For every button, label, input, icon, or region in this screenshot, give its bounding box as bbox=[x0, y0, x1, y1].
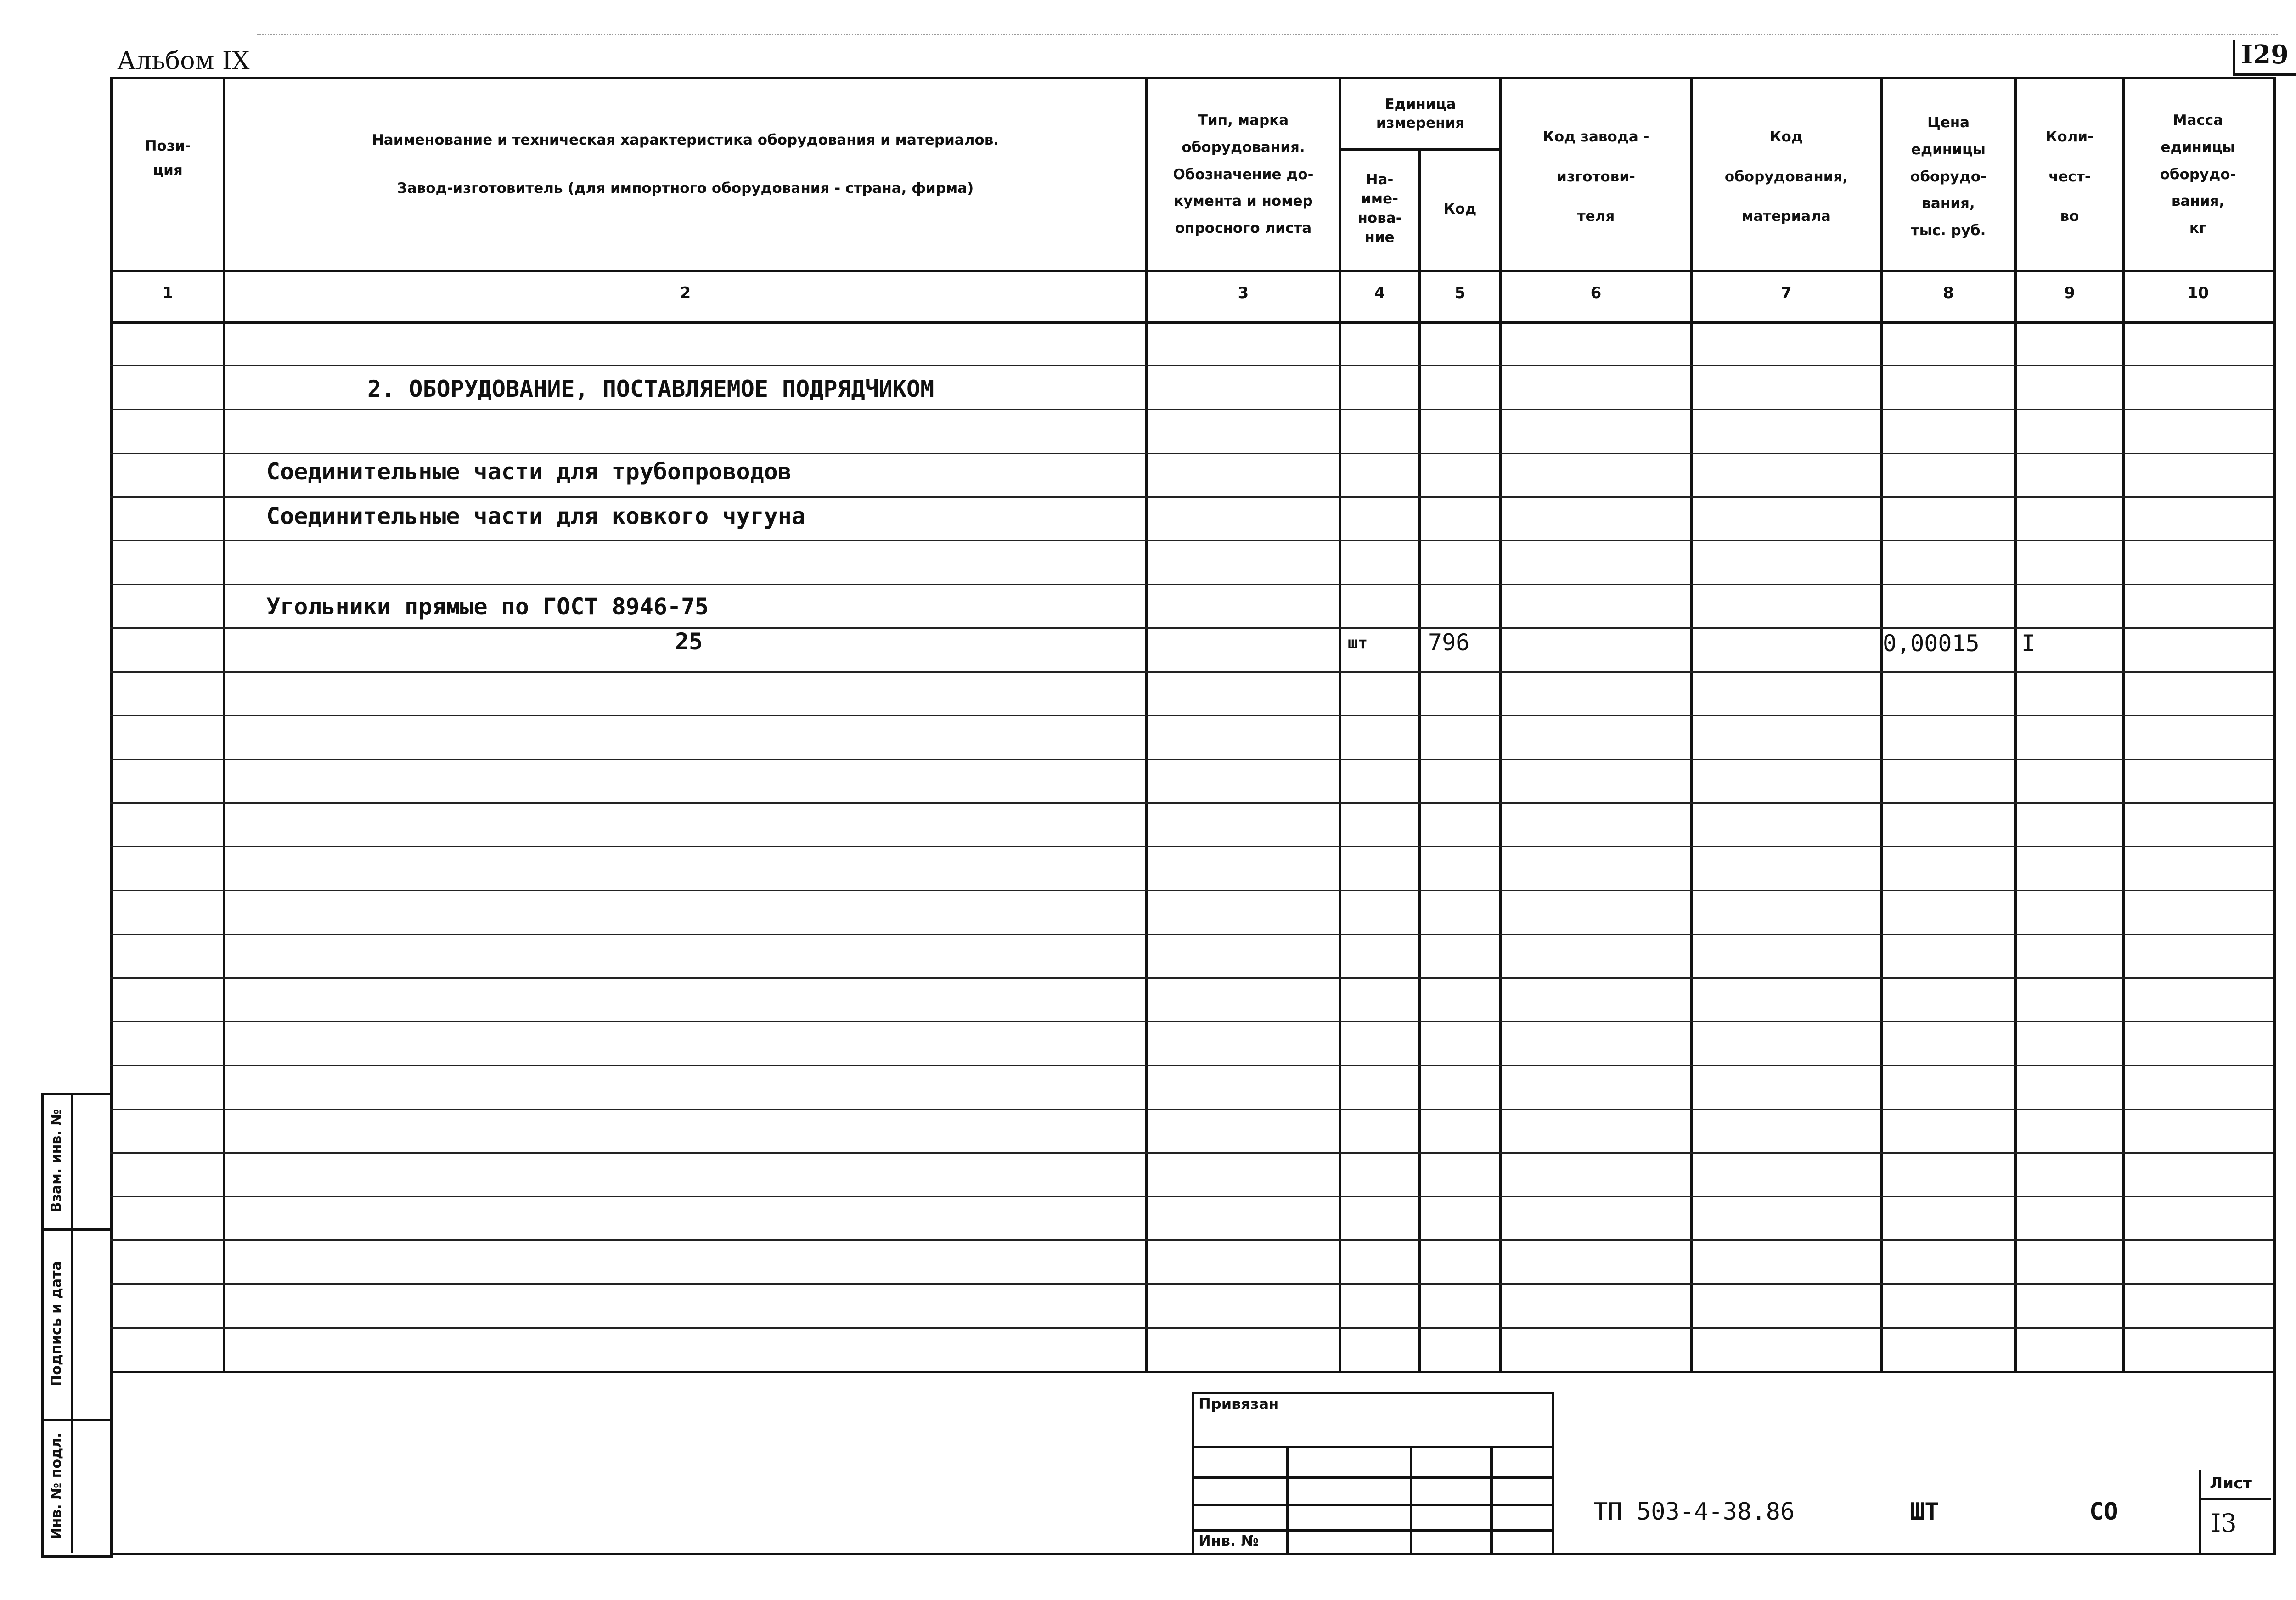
side-strip-divider-1 bbox=[41, 1228, 110, 1231]
document-type: СО bbox=[2089, 1498, 2118, 1526]
item-size: 25 bbox=[675, 628, 703, 655]
col-line-4 bbox=[1418, 148, 1421, 1372]
header-name-line1: Наименование и техническая характеристика оборудования и материалов. bbox=[371, 131, 999, 148]
header-name-line2: Завод-изготовитель (для импортного оборудования - страна, фирма) bbox=[397, 180, 974, 197]
header-type: Тип, марка оборудования. Обозначение до- кумента и номер опросного листа bbox=[1173, 112, 1314, 237]
sheet-number: I3 bbox=[2211, 1509, 2237, 1538]
col-number-6: 6 bbox=[1590, 284, 1602, 302]
col-line-3 bbox=[1339, 77, 1341, 1372]
privyazan-col-3 bbox=[1490, 1446, 1493, 1553]
table-row-line bbox=[110, 496, 2273, 498]
header-unit-group: Единица измерения bbox=[1376, 96, 1465, 131]
col-line-8 bbox=[2014, 77, 2017, 1372]
header-unit-code: Код bbox=[1443, 200, 1477, 217]
item-unit-code: 796 bbox=[1428, 629, 1470, 656]
table-row-line bbox=[110, 890, 2273, 891]
col-line-2 bbox=[1145, 77, 1148, 1372]
col-line-1 bbox=[223, 77, 225, 1372]
table-row-line bbox=[110, 759, 2273, 760]
page-number: I29 bbox=[2241, 39, 2289, 70]
album-title: Альбом IX bbox=[117, 46, 250, 75]
table-row-line bbox=[110, 846, 2273, 847]
table-row-line bbox=[110, 715, 2273, 716]
col-number-7: 7 bbox=[1781, 284, 1792, 302]
col-number-5: 5 bbox=[1454, 284, 1466, 302]
header-equipment-code: Код оборудования, материала bbox=[1724, 128, 1848, 225]
table-row-line bbox=[110, 1021, 2273, 1022]
col-number-9: 9 bbox=[2064, 284, 2075, 302]
table-row-line bbox=[110, 1152, 2273, 1154]
col-number-2: 2 bbox=[680, 284, 691, 302]
side-label-original-inv: Инв. № подл. bbox=[48, 1432, 65, 1539]
sheet-label: Лист bbox=[2210, 1474, 2252, 1493]
table-row-line bbox=[110, 1239, 2273, 1241]
privyazan-col-2 bbox=[1410, 1446, 1412, 1553]
table-row-line bbox=[110, 627, 2273, 629]
table-row-line bbox=[110, 453, 2273, 454]
privyazan-label: Привязан bbox=[1199, 1395, 1279, 1413]
list-item-straight-elbows: Угольники прямые по ГОСТ 8946-75 bbox=[266, 593, 709, 620]
table-row-line bbox=[110, 1065, 2273, 1066]
inventory-number-label: Инв. № bbox=[1199, 1532, 1259, 1549]
list-item-malleable-iron-fittings: Соединительные части для ковкого чугуна bbox=[266, 503, 805, 530]
item-quantity: I bbox=[2021, 630, 2036, 657]
header-bottom-line bbox=[110, 270, 2273, 272]
privyazan-row-3 bbox=[1192, 1504, 1552, 1506]
privyazan-row-1 bbox=[1192, 1446, 1552, 1448]
table-row-line bbox=[110, 1109, 2273, 1110]
col-number-3: 3 bbox=[1238, 284, 1249, 302]
col-number-10: 10 bbox=[2187, 284, 2209, 302]
table-row-line bbox=[110, 802, 2273, 804]
top-edge bbox=[257, 34, 2278, 35]
document-section: ШТ bbox=[1910, 1498, 1939, 1526]
table-row-line bbox=[110, 671, 2273, 673]
table-row-line bbox=[110, 1283, 2273, 1285]
col-line-9 bbox=[2122, 77, 2125, 1372]
side-label-replacement-inv: Взам. инв. № bbox=[48, 1109, 65, 1213]
table-row-line bbox=[110, 1327, 2273, 1329]
col-line-7 bbox=[1880, 77, 1883, 1372]
table-row-line bbox=[110, 977, 2273, 979]
table-row-line bbox=[110, 540, 2273, 541]
col-number-4: 4 bbox=[1374, 284, 1385, 302]
table-row-line bbox=[110, 1196, 2273, 1197]
col-number-1: 1 bbox=[162, 284, 174, 302]
section-title: 2. ОБОРУДОВАНИЕ, ПОСТАВЛЯЕМОЕ ПОДРЯДЧИКОМ bbox=[367, 376, 934, 402]
privyazan-row-4 bbox=[1192, 1529, 1552, 1532]
column-numbers-bottom-line bbox=[110, 321, 2273, 324]
header-unit-name: На- име- нова- ние bbox=[1357, 171, 1402, 246]
table-row-line bbox=[110, 934, 2273, 935]
header-quantity: Коли- чест- во bbox=[2046, 128, 2093, 225]
table-row-line bbox=[110, 584, 2273, 585]
table-row-line bbox=[110, 365, 2273, 366]
item-price: 0,00015 bbox=[1883, 630, 1980, 657]
col-number-8: 8 bbox=[1943, 284, 1954, 302]
header-factory-code: Код завода - изготови- теля bbox=[1542, 128, 1649, 225]
document-code: ТП 503-4-38.86 bbox=[1593, 1498, 1795, 1526]
col-line-5 bbox=[1499, 77, 1502, 1372]
header-mass: Масса единицы оборудо- вания, кг bbox=[2160, 112, 2236, 237]
item-unit: шт bbox=[1348, 634, 1368, 653]
privyazan-col-1 bbox=[1286, 1446, 1289, 1553]
privyazan-row-2 bbox=[1192, 1476, 1552, 1479]
list-item-pipeline-fittings: Соединительные части для трубопроводов bbox=[266, 458, 792, 485]
header-price: Цена единицы оборудо- вания, тыс. руб. bbox=[1910, 114, 1986, 239]
sheet-box-divider bbox=[2199, 1498, 2271, 1500]
table-row-line bbox=[110, 409, 2273, 410]
side-label-signature-date: Подпись и дата bbox=[48, 1261, 65, 1386]
side-strip-inner-line bbox=[71, 1093, 73, 1553]
col-line-6 bbox=[1690, 77, 1693, 1372]
header-position: Пози- ция bbox=[145, 138, 191, 179]
